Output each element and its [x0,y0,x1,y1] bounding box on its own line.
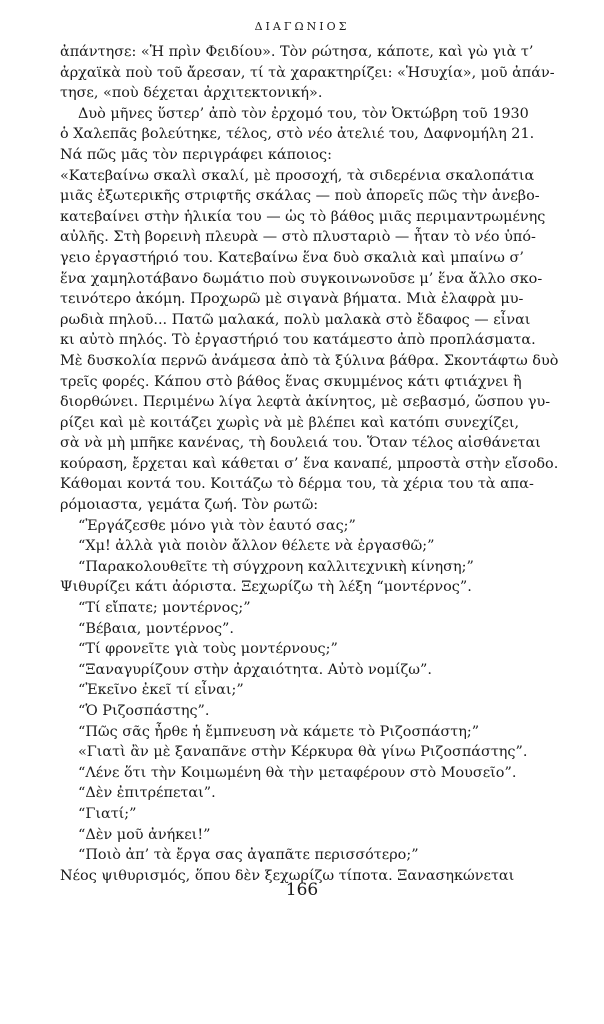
text-line: “Δὲν ἐπιτρέπεται”. [78,785,216,802]
text-line: «Γιατὶ ἂν μὲ ξαναπᾶνε στὴν Κέρκυρα θὰ γίνω Ριζοσπάστης”. [78,744,528,761]
text-line: κούραση, ἔρχεται καὶ κάθεται σ’ ἕνα καναπέ, μπροστὰ στὴν εἴσοδο. [60,455,559,472]
text-line: ἀρχαϊκὰ ποὺ τοῦ ἄρεσαν, τί τὰ χαρακτηρίζει: «Ἡσυχία», μοῦ ἀπάν- [60,64,555,81]
text-line: “Βέβαια, μοντέρνος”. [78,620,234,637]
text-line: ἕνα χαμηλοτάβανο δωμάτιο ποὺ συγκοινωνοῦσε μ’ ἕνα ἄλλο σκο- [60,270,543,287]
text-line: αὐλῆς. Στὴ βορεινὴ πλευρὰ — στὸ πλυσταριὸ — ἦταν τὸ νέο ὑπό- [60,229,536,246]
text-line: “Πῶς σᾶς ἦρθε ἡ ἔμπνευση νὰ κάμετε τὸ Ριζοσπάστη;” [78,723,480,740]
text-line: ρίζει καὶ μὲ κοιτάζει χωρὶς νὰ μὲ βλέπει καὶ κατόπι συνεχίζει, [60,414,520,431]
running-header: ΔΙΑΓΩΝΙΟΣ [254,20,350,33]
text-line: τρεῖς φορές. Κάπου στὸ βάθος ἕνας σκυμμένος κάτι φτιάχνει ἢ [60,373,522,390]
text-line: ρωδιὰ πηλοῦ... Πατῶ μαλακά, πολὺ μαλακὰ στὸ ἔδαφος — εἶναι [60,311,531,328]
text-line: Ψιθυρίζει κάτι ἀόριστα. Ξεχωρίζω τὴ λέξη “μοντέρνος”. [60,579,472,596]
text-line: “Ἐκεῖνο ἐκεῖ τί εἶναι;” [78,682,244,699]
text-line: μιᾶς ἐξωτερικῆς στριφτῆς σκάλας — ποὺ ἀπορεῖς πῶς τὴν ἀνεβο- [60,188,540,205]
text-line: τησε, «ποὺ δέχεται ἀρχιτεκτονική». [60,85,323,102]
text-line: ὁ Χαλεπᾶς βολεύτηκε, τέλος, στὸ νέο ἀτελιέ του, Δαφνομήλη 21. [60,126,535,143]
text-line: «Κατεβαίνω σκαλὶ σκαλί, μὲ προσοχή, τὰ σιδερένια σκαλοπάτια [60,167,535,184]
text-line: “Χμ! ἀλλὰ γιὰ ποιὸν ἄλλον θέλετε νὰ ἐργασθῶ;” [78,538,435,555]
text-line: κι αὐτὸ πηλός. Τὸ ἐργαστήριό του κατάμεστο ἀπὸ προπλάσματα. [60,332,536,349]
text-line: “Ἐργάζεσθε μόνο γιὰ τὸν ἑαυτό σας;” [78,517,356,534]
text-line: “Ὁ Ριζοσπάστης”. [78,703,210,719]
text-line: “Λένε ὅτι τὴν Κοιμωμένη θὰ τὴν μεταφέρουν στὸ Μουσεῖο”. [78,764,517,781]
text-line: Δυὸ μῆνες ὕστερ’ ἀπὸ τὸν ἐρχομό του, τὸν Ὀκτώβρη τοῦ 1930 [78,105,529,122]
text-line: “Παρακολουθεῖτε τὴ σύγχρονη καλλιτεχνικὴ κίνηση;” [78,558,474,575]
text-line: “Τί εἴπατε; μοντέρνος;” [78,600,251,617]
text-line: “Ξαναγυρίζουν στὴν ἀρχαιότητα. Αὐτὸ νομίζω”. [78,661,432,678]
text-line: Νά πῶς μᾶς τὸν περιγράφει κάποιος: [60,146,332,163]
text-line: Μὲ δυσκολία περνῶ ἀνάμεσα ἀπὸ τὰ ξύλινα βάθρα. Σκοντάφτω δυὸ [60,352,559,369]
body-text [60,42,564,886]
text-line: ἀπάντησε: «Ἡ πρὶν Φειδίου». Τὸν ρώτησα, κάποτε, καὶ γὼ γιὰ τ’ [60,44,534,60]
text-line: Νέος ψιθυρισμός, ὅπου δὲν ξεχωρίζω τίποτα. Ξανασηκώνεται [60,867,515,884]
text-line: “Ποιὸ ἀπ’ τὰ ἔργα σας ἀγαπᾶτε περισσότερο;” [78,847,419,864]
text-line: ρόμοιαστα, γεμάτα ζωή. Τὸν ρωτῶ: [60,497,319,514]
text-line: γειο ἐργαστήριό του. Κατεβαίνω ἕνα δυὸ σκαλιὰ καὶ μπαίνω σ’ [60,249,524,266]
text-line: Κάθομαι κοντά του. Κοιτάζω τὸ δέρμα του, τὰ χέρια του τὰ απα- [60,476,534,493]
text-line: σὰ νὰ μὴ μπῆκε κανένας, τὴ δουλειά του. Ὅταν τέλος αἰσθάνεται [60,435,541,452]
text-line: “Τί φρονεῖτε γιὰ τοὺς μοντέρνους;” [78,641,338,658]
text-line: διορθώνει. Περιμένω λίγα λεφτὰ ἀκίνητος, μὲ σεβασμό, ὥσπου γυ- [60,394,551,411]
text-line: “Γιατί;” [78,805,137,822]
text-line: “Δὲν μοῦ ἀνήκει!” [78,826,211,843]
page-number: 166 [285,880,319,900]
text-line: τεινότερο ἀκόμη. Προχωρῶ μὲ σιγανὰ βήματα. Μιὰ ἐλαφρὰ μυ- [60,291,524,308]
text-line: κατεβαίνει στὴν ἡλικία του — ὡς τὸ βάθος μιᾶς περιμαντρωμένης [60,208,546,225]
